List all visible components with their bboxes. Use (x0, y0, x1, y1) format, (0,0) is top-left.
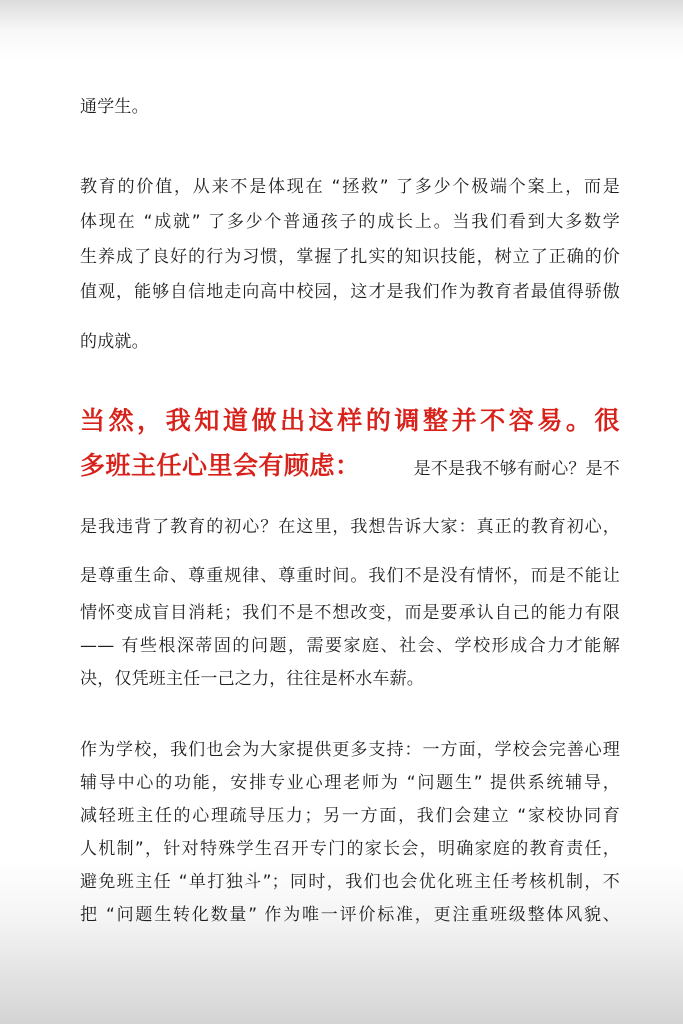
emphasis-heading: 当然，我知道做出这样的调整并不容易。很 (80, 406, 620, 435)
paragraph-line: 决，仅凭班主任一己之力，往往是杯水车薪。 (80, 669, 424, 689)
emphasis-line (80, 451, 620, 481)
paragraph-line: 的成就。 (80, 332, 149, 352)
paragraph-text: 是不是我不够有耐心？是不 (413, 459, 620, 479)
paragraph-line: —— 有些根深蒂固的问题，需要家庭、社会、学校形成合力才能解 (80, 636, 620, 656)
paragraph-line: 体现在 “成就” 了多少个普通孩子的成长上。当我们看到大多数学 (80, 212, 620, 232)
paragraph-line: 人机制”，针对特殊学生召开专门的家长会，明确家庭的教育责任， (80, 839, 620, 859)
paragraph-line: 减轻班主任的心理疏导压力；另一方面，我们会建立 “家校协同育 (80, 806, 620, 826)
paragraph-line: 把 “问题生转化数量” 作为唯一评价标准，更注重班级整体风貌、 (80, 905, 620, 925)
paragraph-line: 是尊重生命、尊重规律、尊重时间。我们不是没有情怀，而是不能让 (80, 566, 620, 586)
paragraph-line: 避免班主任 “单打独斗”；同时，我们也会优化班主任考核机制，不 (80, 872, 620, 892)
emphasis-heading-continued: 多班主任心里会有顾虑： (80, 451, 361, 480)
paragraph-line: 作为学校，我们也会为大家提供更多支持：一方面，学校会完善心理 (80, 740, 620, 760)
paragraph-line: 通学生。 (80, 97, 149, 117)
paragraph-line: 情怀变成盲目消耗；我们不是不想改变，而是要承认自己的能力有限 (80, 603, 620, 623)
paragraph-line: 辅导中心的功能，安排专业心理老师为 “问题生” 提供系统辅导， (80, 773, 620, 793)
paragraph-line: 是我违背了教育的初心？在这里，我想告诉大家：真正的教育初心， (80, 517, 620, 537)
paragraph-line: 值观，能够自信地走向高中校园，这才是我们作为教育者最值得骄傲 (80, 282, 620, 302)
paragraph-line: 生养成了良好的行为习惯，掌握了扎实的知识技能，树立了正确的价 (80, 247, 620, 267)
paragraph-line: 教育的价值，从来不是体现在 “拯救” 了多少个极端个案上，而是 (80, 177, 620, 197)
